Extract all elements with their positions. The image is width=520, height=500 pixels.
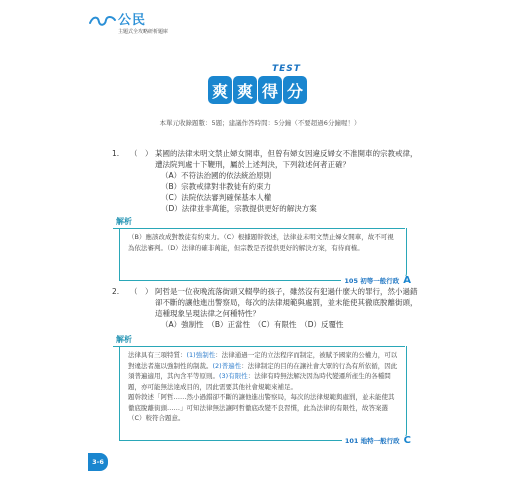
question-body	[155, 148, 423, 214]
banner-chars	[208, 76, 310, 106]
page-number: 3-6	[88, 453, 108, 471]
logo-subtitle: 主題式全攻略研析題庫	[118, 29, 169, 35]
answer-letter: A	[403, 274, 411, 286]
analysis-text: （B）應該改成對教徒有約束力。（C）根據題幹敘述，法律並未明文禁止婦女開車，故不可視為依法審判。（D）法律的確非萬能，但宗教是否提供更好的解決方案，有待商榷。	[128, 233, 394, 252]
question-stem: 某國的法律未明文禁止婦女開車，但曾有婦女因違反婦女不准開車的宗教戒律，遭法院判處十下鞭刑，屬於上述判決，下列敘述何者正確？	[155, 149, 418, 169]
book-logo	[88, 9, 178, 39]
banner-test-label: TEST	[272, 64, 301, 74]
trait-limited: (3)有限性	[219, 372, 248, 380]
banner-char: 爽	[233, 76, 257, 104]
banner-char: 分	[283, 76, 307, 104]
options-row: （A）強制性 （B）正當性 （C）有限性 （D）反覆性	[161, 320, 344, 329]
trait-universal: (2)普遍性	[212, 361, 242, 370]
answer-letter: C	[403, 434, 411, 446]
swirl-icon	[88, 14, 118, 28]
analysis-label: 解析	[113, 333, 135, 347]
trait-coercive: (1)強制性	[186, 351, 216, 359]
option-c: （C）法院依法審判確保基本人權	[161, 193, 272, 202]
trait-limited-desc: ：法律有時無法解決因為時代變遷所產生的各種問題，亦可能無法達成目的，因此需要其他社會規範來補足。	[128, 372, 391, 391]
source-text: 105 初等一般行政	[344, 276, 400, 285]
question-body	[155, 286, 423, 330]
option-d: （D）法律並非萬能，宗教提供更好的解決方案	[161, 204, 317, 213]
source-text: 101 地特一般行政	[344, 436, 400, 445]
analysis-label: 解析	[113, 215, 135, 229]
trait-coercive-desc: ：法律通過一定的立法程序而制定，被賦予國家的公權力，可以對違法者施以強制性的制裁。	[128, 351, 398, 370]
section-banner	[208, 66, 310, 110]
analysis-conclusion: 題幹敘述「阿哲……然小過錯卻不斷的讓他進出警察局，每次的法律規範與處罰，並未能使其徹底脫離街頭……」可知法律無法讓阿哲徹底改變不良習慣，此為法律的有限性，故答案選（C）較符合題意。	[128, 393, 395, 422]
banner-char: 爽	[208, 76, 232, 104]
question-number: 2.	[112, 287, 120, 296]
answer-blank: （ ）	[130, 287, 153, 296]
answer-blank: （ ）	[130, 149, 153, 158]
logo-title: 公民	[118, 13, 147, 28]
banner-char: 得	[258, 76, 282, 104]
trait-universal-desc: ：法律制定的目的在讓社會大眾的行為有所依循，因此須普遍適用，其內含平等原則。	[128, 361, 398, 380]
question-source	[342, 436, 414, 447]
option-a: （A）不符法治國的依法統治原則	[161, 171, 272, 180]
analysis-box-2	[119, 346, 411, 446]
question-source	[341, 276, 414, 287]
analysis-intro: 法律具有三項特質：	[128, 351, 187, 359]
option-b: （B）宗教戒律對非教徒有約束力	[161, 182, 272, 191]
analysis-box-1	[119, 228, 411, 286]
question-stem: 阿哲是一位夜晚流落街頭又輟學的孩子，雖然沒有犯過什麼大的罪行，然小過錯卻不斷的讓他進出警察局，每次的法律規範與處罰，並未能使其徹底脫離街頭，這種現象呈現法律之何種特性？	[155, 287, 418, 318]
unit-rule-text: 本單元收錄題數：5題；建議作答時間：5分鐘（不要超過6分鐘喔！）	[159, 119, 361, 127]
question-number: 1.	[112, 149, 120, 158]
